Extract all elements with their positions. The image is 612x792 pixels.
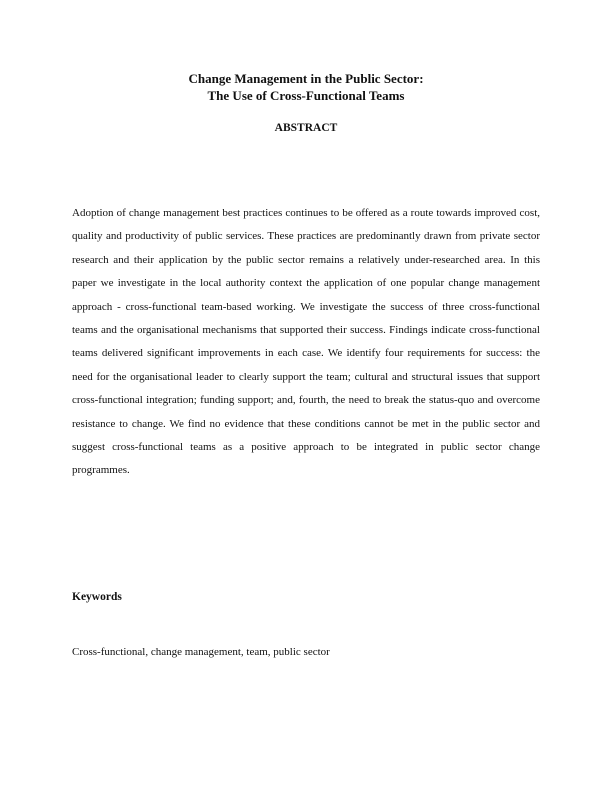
paper-title (0, 70, 612, 104)
title-line-1: Change Management in the Public Sector: (188, 71, 424, 86)
abstract-body: Adoption of change management best practices continues to be offered as a route towards improved cost, quality and productivity of public services. These practices are predominantly drawn from private sector research and their application by the public sector remains a relatively under-researched area. In this paper we investigate in the local authority context the application of one popular change management approach - cross-functional team-based working. We investigate the success of three cross-functional teams and the organisational mechanisms that supported their success. Findings indicate cross-functional teams delivered significant improvements in each case. We identify four requirements for success: the need for the organisational leader to clearly support the team; cultural and structural issues that support cross-functional integration; funding support; and, fourth, the need to break the status-quo and overcome resistance to change. We find no evidence that these conditions cannot be met in the public sector and suggest cross-functional teams as a positive approach to be integrated in public sector change programmes. (72, 207, 540, 477)
keywords-text: Cross-functional, change management, team, public sector (72, 646, 330, 658)
keywords-heading: Keywords (72, 591, 122, 603)
title-line-2: The Use of Cross-Functional Teams (207, 88, 405, 103)
abstract-heading: ABSTRACT (274, 122, 338, 134)
